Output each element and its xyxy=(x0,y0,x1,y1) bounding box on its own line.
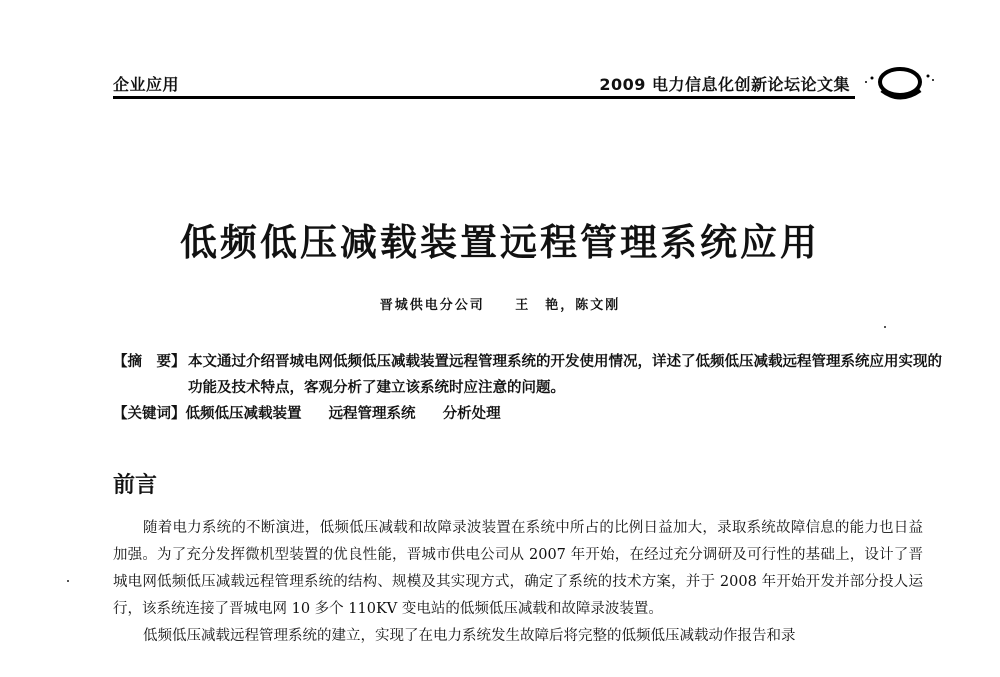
affiliation: 晋城供电分公司 xyxy=(379,298,485,313)
body-text xyxy=(113,515,923,650)
section-label: 企业应用 xyxy=(113,75,180,94)
paragraph: 低频低压减载远程管理系统的建立，实现了在电力系统发生故障后将完整的低频低压减载动作报告和录 xyxy=(143,628,796,644)
abstract xyxy=(113,349,943,401)
section-heading: 前言 xyxy=(113,473,158,498)
abstract-label: 【摘 要】 xyxy=(113,354,186,370)
author-line xyxy=(0,294,1000,313)
keyword: 远程管理系统 xyxy=(328,406,416,422)
author-names: 王 艳，陈文刚 xyxy=(515,298,621,313)
paper-title: 低频低压减载装置远程管理系统应用 xyxy=(180,221,820,264)
scan-speck xyxy=(884,326,886,328)
keyword: 低频低压减载装置 xyxy=(185,406,302,422)
collection-title: 2009 电力信息化创新论坛论文集 xyxy=(599,75,850,94)
keywords xyxy=(113,402,523,423)
scan-speck xyxy=(67,580,69,582)
conference-logo-icon xyxy=(858,60,938,106)
keyword: 分析处理 xyxy=(442,406,501,422)
paragraph: 随着电力系统的不断演进，低频低压减载和故障录波装置在系统中所占的比例日益加大，录取系统故障信息的能力也日益加强。为了充分发挥微机型装置的优良性能，晋城市供电公司从 2007 年开始，在经过充分调研及可行性的基础上，设计了晋城电网低频低压减载远程管理系统的结构、规模及其实现方式，确定了系统的技术方案，并于 2008 年开始开发并部分投人运行，该系统连接了晋城电网 10 多个 110KV 变电站的低频低压减载和故障录波装置。 xyxy=(113,520,923,617)
abstract-text: 本文通过介绍晋城电网低频低压减载装置远程管理系统的开发使用情况，详述了低频低压减载远程管理系统应用实现的功能及技术特点，客观分析了建立该系统时应注意的问题。 xyxy=(188,354,942,396)
header-rule xyxy=(113,96,855,99)
keywords-label: 【关键词】 xyxy=(113,406,186,422)
